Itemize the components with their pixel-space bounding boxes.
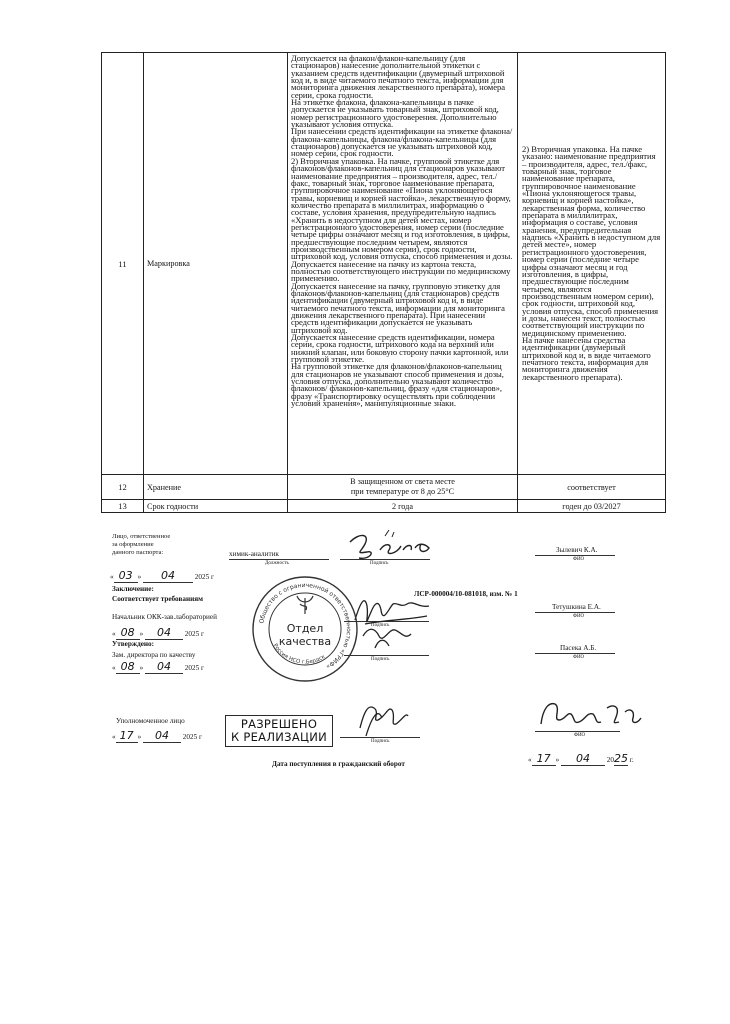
date-month: 04: [561, 752, 605, 766]
date-day: 08: [116, 660, 140, 674]
signature-caption: Подпись: [371, 739, 390, 744]
role-text: химик-аналитик: [229, 550, 279, 558]
signature-deputy-handwritten: [535, 698, 645, 734]
row-name: Срок годности: [144, 500, 288, 513]
stamp-bottom-text: Россия НСО г.Бердск: [271, 642, 327, 666]
date-month: 04: [143, 569, 193, 583]
conclusion-label: Заключение:: [112, 585, 154, 593]
approved-label: Утверждено:: [112, 640, 155, 648]
responsible-label-line: Лицо, ответственное: [112, 533, 171, 540]
date-year-suffix: г.: [629, 756, 634, 764]
signature-caption: Подпись: [371, 623, 390, 628]
date-year: 2025 г: [194, 573, 214, 581]
requirement-line: при температуре от 8 до 25°С: [350, 487, 455, 496]
fio-caption: ФИО: [573, 655, 585, 660]
head-label: Начальник ОКК-зав.лабораторией: [112, 613, 217, 621]
deputy-label: Зам. директора по качеству: [112, 651, 196, 659]
requirement-cell: 2 года: [288, 500, 518, 513]
requirement-paragraph: На групповой этикетке для флаконов/флаконов-капельниц для стационаров не указывают способ применения и дозы, условия отпуска, дополнительно указывают количество флаконов/ флаконов-капельниц, фразу «для стационаров», фразу «Транспортировку осуществлять при соблюдении условий хранения», манипуляционные знаки.: [291, 361, 504, 409]
date-month: 04: [143, 729, 181, 743]
stamp-center-line-1: Отдел: [286, 622, 324, 635]
fio-caption: ФИО: [573, 557, 585, 562]
table-row: [102, 500, 666, 513]
fio-caption: ФИО: [574, 733, 586, 738]
date-day: 17: [116, 729, 138, 743]
stamp-center-line-2: качества: [278, 635, 332, 648]
result-cell: [518, 53, 666, 475]
row-number: 12: [102, 475, 144, 500]
date-year: 2025 г: [184, 630, 204, 638]
requirement-paragraph: При нанесении средств идентификации на этикетке флакона/флакона-капельницы, флакона/флакона-капельницы (для стационаров) допускается не указывать штриховой код, номер серии, срок годности.: [291, 126, 513, 159]
requirement-paragraph: На этикетке флакона, флакона-капельницы в пачке допускается не указывать товарный знак, штриховой код, номер регистрационного удостоверения. Дополнительно указывают условия отпуска.: [291, 97, 499, 130]
requirement-cell: [288, 475, 518, 500]
row-name: Маркировка: [144, 53, 288, 475]
head-name: Тетушкина Е.А.: [552, 603, 601, 611]
signature-caption: Подпись: [370, 561, 389, 566]
conclusion-text: Соответствует требованиям: [112, 595, 204, 603]
deputy-name: Пасека А.Б.: [560, 644, 597, 652]
result-paragraph: На пачке нанесены средства идентификации (двумерный штриховой код и, в виде читаемого печатного текста, информация для мониторинга движения лекарственного препарата).: [522, 334, 651, 382]
requirement-paragraph: Допускается нанесение на пачку, групповую этикетку для флаконов/флаконов-капельниц (для стационаров) средств идентификации (двумерный штриховой код и, в виде читаемого печатного текста, информации для мониторинга движения лекарственного препарата). При нанесении средств идентификации допускается не указывать штриховой код.: [291, 280, 505, 335]
requirement-paragraph: Допускается нанесение средств идентификации, номера серии, срока годности, штрихового кода на верхний или нижний клапан, или боковую сторону пачки картонной, или групповой этикетке.: [291, 332, 509, 365]
role-caption: Должность: [265, 561, 289, 566]
date-year-handwritten: 25: [613, 752, 628, 765]
requirement-paragraph: 2) Вторичная упаковка. На пачке, групповой этикетке для флаконов/флаконов-капельниц для стационаров указывают наименование предприятия – производителя, адрес, тел./факс, товарный знак, торговое наименование препарата, группировочное наименование «Пиона уклоняющегося травы, корневищ и корней настойка», лекарственную форму, количество препарата в миллилитрах, информацию о составе, условия хранения, предупредительную надпись «Хранить в недоступном для детей местах, номер регистрационного удостоверения, номер серии (последние четыре цифры означают месяц и год изготовления, в цифры, предшествующие последним четырем, являются производственным номером серии), срок годности, штриховой код, условия отпуска, способ применения и дозы.: [291, 155, 513, 262]
signature-authorized: [352, 698, 412, 738]
date-day: 08: [116, 626, 140, 640]
row-name: Хранение: [144, 475, 288, 500]
requirement-paragraph: Допускается на флакон/флакон-капельницу (для стационаров) нанесение дополнительной этикетки с указанием средств идентификации (двумерный штриховой код и, в виде читаемого печатного текста, информации для мониторинга движения лекарственного препарата), номера серии, срока годности.: [291, 53, 505, 100]
date-year: 2025 г: [184, 664, 204, 672]
analyst-name: Зылевич К.А.: [556, 546, 598, 554]
fio-line: [535, 612, 615, 613]
fio-line: [535, 653, 615, 654]
specification-table: [101, 52, 666, 513]
date-3: « 08 » 04 2025 г: [112, 660, 204, 673]
date-month: 04: [145, 660, 183, 674]
circulation-label: Дата поступления в гражданский оборот: [272, 760, 405, 768]
quality-department-stamp: [250, 574, 360, 684]
date-month: 04: [145, 626, 183, 640]
date-day: 03: [114, 569, 138, 583]
result-paragraph: 2) Вторичная упаковка. На пачке указано: наименование предприятия – производителя, адрес, тел./факс, товарный знак, торговое наименование препарата, группировочное наименование «Пиона уклоняющегося травы, корневищ и корней настойка», лекарственная форма, количество препарата в миллилитрах, информация о составе, условия хранения, предупредительная надпись «Хранить в недоступном для детей месте», номер регистрационного удостоверения, номер серии (последние четыре цифры означают месяц и год изготовления, в цифры, предшествующие последним четырем, являются производственным номером серии), срок годности, штриховой код, условия отпуска, способ применения и дозы, нанесен текст, полностью соответствующий инструкции по медицинскому применению.: [522, 144, 661, 338]
result-cell: годен до 03/2027: [518, 500, 666, 513]
fio-line: [535, 555, 615, 556]
row-number: 11: [102, 53, 144, 475]
date-year: 2025 г: [182, 733, 202, 741]
standard-reference: ЛСР-000004/10-081018, изм. № 1: [414, 590, 518, 598]
result-cell: соответствует: [518, 475, 666, 500]
date-1: « 03 » 04 2025 г: [110, 569, 214, 582]
date-4: « 17 » 04 2025 г: [112, 729, 202, 742]
date-day: 17: [532, 752, 556, 766]
responsible-label: [112, 533, 170, 557]
fio-caption: ФИО: [573, 614, 585, 619]
release-stamp-line-2: К РЕАЛИЗАЦИИ: [230, 730, 328, 744]
role-underline: [229, 559, 329, 560]
release-stamp-line-1: РАЗРЕШЕНО: [240, 717, 318, 731]
responsible-label-line: данного паспорта:: [112, 549, 164, 556]
date-year-prefix: 20: [606, 756, 614, 764]
table-row: [102, 475, 666, 500]
signature-analyst: [345, 530, 435, 562]
requirement-paragraph: Допускается нанесение на пачку из картона текста, полностью соответствующего инструкции по медицинскому применению.: [291, 258, 511, 284]
date-5: « 17 » 04 2025 г.: [528, 752, 634, 765]
responsible-label-line: за оформление: [112, 541, 154, 548]
stamp-ring-text: Общество с ограниченной ответственностью «ГРИФ»: [258, 581, 353, 670]
date-2: « 08 » 04 2025 г: [112, 626, 204, 639]
authorized-label: Уполномоченное лицо: [116, 717, 185, 725]
row-number: 13: [102, 500, 144, 513]
signature-caption: Подпись: [371, 657, 390, 662]
release-stamp: [225, 715, 333, 747]
table-row: [102, 53, 666, 475]
requirement-cell: [288, 53, 518, 475]
requirement-line: В защищенном от света месте: [350, 477, 455, 486]
